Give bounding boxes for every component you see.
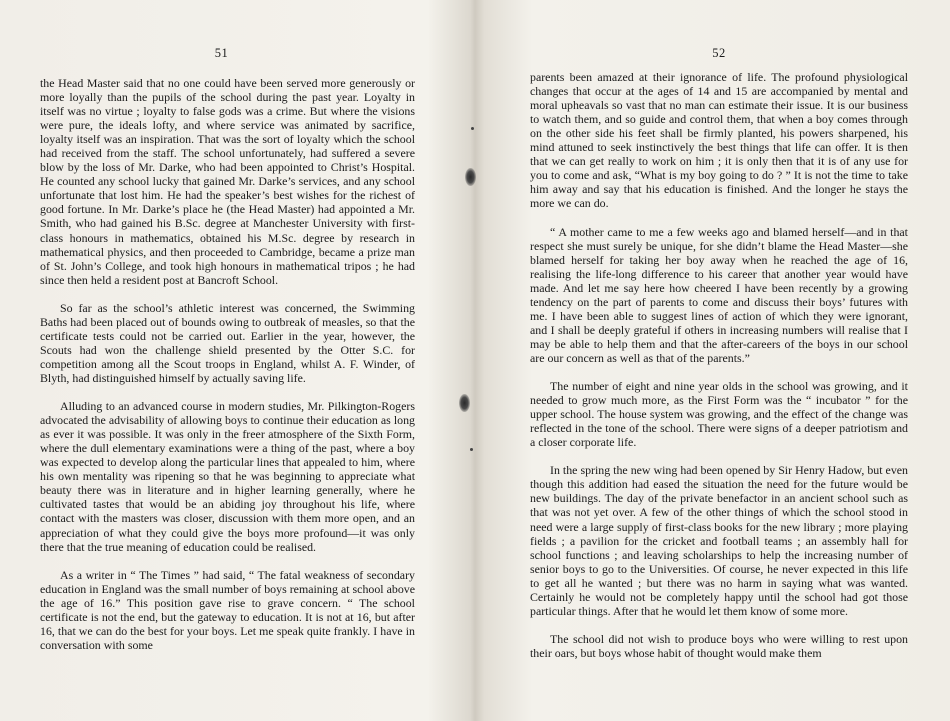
- paragraph: As a writer in “ The Times ” had said, “ The fatal weakness of secondary education in England was the small number of boys remaining at school above the age of 16.” This position gave rise to grave concern. “ The school certificate is not the end, but the gateway to education. It is not at 16, but after 16, that we can do the best for your boys. Let me speak quite frankly. I have in conversation with some: [40, 567, 415, 652]
- paragraph: Alluding to an advanced course in modern studies, Mr. Pilkington-Rogers advocated the advisability of allowing boys to continue their education as long as ever it was possible. It was only in the freer atmosphere of the Sixth Form, where the dull elementary examinations were a thing of the past, where a boy was expected to develop along the particular lines that appealed to him, where his own mentality was ripening so that he was beginning to appreciate what beauty there was in literature and in higher learning generally, where he cultivated tastes that would be an abiding joy throughout his life, where contact with the masters was closer, discussion with them more open, and an appreciation of what they could give the boys more profound—it was only there that the true meaning of education could be realised.: [40, 399, 415, 554]
- paragraph: So far as the school’s athletic interest was concerned, the Swimming Baths had been placed out of bounds owing to outbreak of measles, so that the certificate tests could not be carried out. Earlier in the year, however, the Scouts had won the challenge shield presented by the Otter S.C. for competition among all the Scout troops in England, whilst A. F. Winder, of Blyth, had distinguished himself by actually saving life.: [40, 300, 415, 385]
- paragraph: the Head Master said that no one could have been served more generously or more loyally than the pupils of the school during the past year. Loyalty in itself was no virtue ; loyalty to false gods was a crime. But where the visions were pure, the ideals lofty, and where service was animated by sacrifice, loyalty itself was an inspiration. That was the sort of loyalty which the school had received from the staff. The school unfortunately, had suffered a severe blow by the loss of Mr. Darke, who had been appointed to Christ’s Hospital. He counted any school lucky that gained Mr. Darke’s services, and any school unfortunate that lost him. He had the speaker’s best wishes for the richest of good fortune. In Mr. Darke’s place he (the Head Master) had appointed a Mr. Smith, who had gained his B.Sc. degree at Manchester University with first-class honours in mathematics, obtained his M.Sc. degree by research in mathematical physics, and then proceeded to Cambridge, became a prize man of St. John’s College, and took high honours in mathematical tripos ; he had since then held a resident post at Bancroft School.: [40, 76, 415, 287]
- left-page: [40, 0, 415, 721]
- right-page-text: [530, 70, 908, 674]
- paragraph: parents been amazed at their ignorance of life. The profound physiological changes that occur at the ages of 14 and 15 are accompanied by mental and moral upheavals so vast that no man can estimate their issue. It is our business to watch them, and so guide and control them, that when a boy comes through on the other side his feet shall be firmly planted, his powers sharpened, his mind attuned to seek instinctively the best things that life can offer. It is then that we can get really to work on him ; it is only then that it is of any use for you to come and ask, “What is my boy going to do ? ” It is not the time to take him away and say that his education is finished. And the longer he stays the more we can do.: [530, 70, 908, 211]
- paragraph: “ A mother came to me a few weeks ago and blamed herself—and in that respect she must surely be unique, for she didn’t blame the Head Master—she blamed herself for taking her boy away when he reached the age of 16, realising the life-long difference to his career that another year would have made. And let me say here how cheered I have been recently by a growing tendency on the part of parents to come and discuss their boys’ futures with me. I have been able to suggest lines of action of which they were ignorant, and I shall be deeply grateful if others in increasing numbers will realise that I may be able to help them and that the after-careers of the boys in our school are our concern as well as that of the parents.”: [530, 224, 908, 365]
- punch-hole-upper: [465, 168, 476, 186]
- paragraph: The number of eight and nine year olds in the school was growing, and it needed to grow much more, as the First Form was the “ incubator ” for the upper school. The house system was growing, and the effect of the change was reflected in the tone of the school. There were signs of a deeper patriotism and a closer corporate life.: [530, 379, 908, 450]
- binding-mark: [470, 448, 473, 451]
- paragraph: The school did not wish to produce boys who were willing to rest upon their oars, but boys whose habit of thought would make them: [530, 631, 908, 660]
- right-page: [530, 0, 908, 721]
- page-number-left: 51: [214, 46, 229, 60]
- binding-mark: [471, 127, 474, 130]
- left-page-text: [40, 76, 415, 666]
- page-number-right: 52: [712, 46, 726, 60]
- paragraph: In the spring the new wing had been opened by Sir Henry Hadow, but even though this addition had eased the situation the need for the future would be new buildings. The day of the private benefactor in an ancient school such as that was not yet over. A few of the other things of which the school stood in need were a large supply of first-class books for the new library ; more playing fields ; a pavilion for the cricket and football teams ; an assembly hall for school functions ; and leaving scholarships to help the increasing number of senior boys to go to the Universities. Of course, he never expected in this life to get all he wanted ; but there was no harm in saying what was wanted. Certainly he would not be completely happy until the school had got those particular things. After that he would let them know of some more.: [530, 463, 908, 618]
- punch-hole-lower: [459, 394, 470, 412]
